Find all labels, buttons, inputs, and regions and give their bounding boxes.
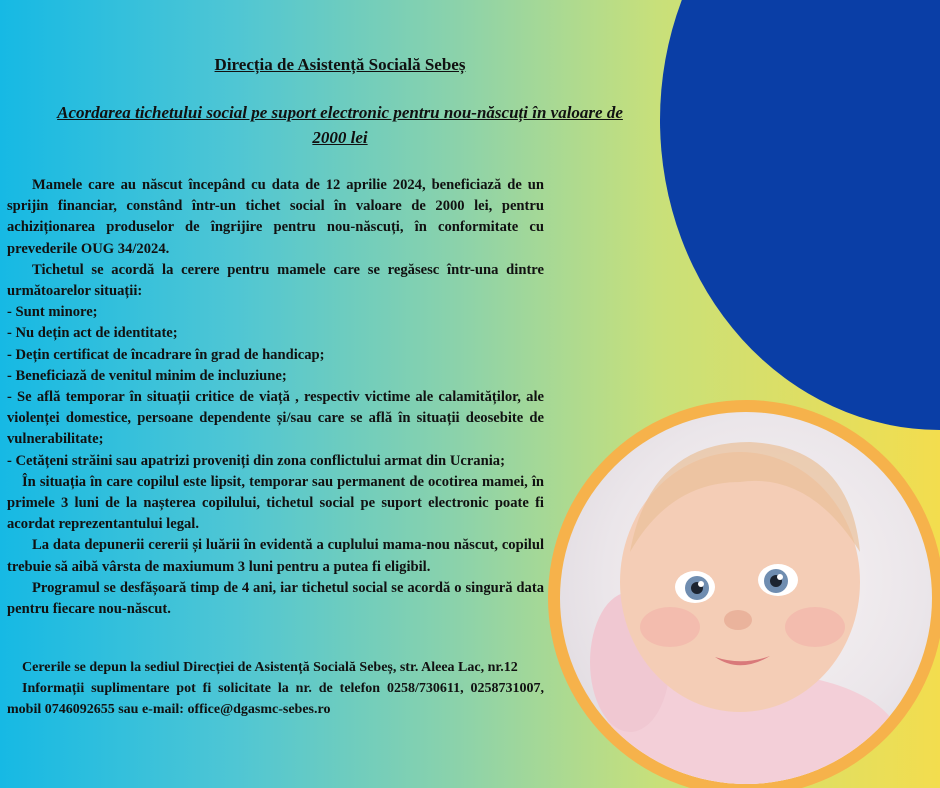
list-item: - Cetățeni străini sau apatrizi proveniți din zona conflictului armat din Ucrania; xyxy=(7,452,505,469)
list-item: - Nu dețin act de identitate; xyxy=(7,325,178,342)
paragraph-legal-representative: În situația în care copilul este lipsit, temporar sau permanent de ocotirea mamei, în primele 3 luni de la nașterea copilului, tichetul social pe suport electronic poate fi acordat reprezentantului legal. xyxy=(7,473,544,533)
page-subtitle: Acordarea tichetului social pe suport electronic pentru nou-născuți în valoare de 2000 lei xyxy=(57,103,623,147)
baby-illustration xyxy=(560,412,932,784)
paragraph-eligibility: La data depunerii cererii și luării în evidentă a cuplului mama-nou născut, copilul trebuie să aibă vârsta de maxiumum 3 luni pentru a putea fi eligibil. xyxy=(7,537,544,575)
paragraph-intro: Mamele care au născut începând cu data de 12 aprilie 2024, beneficiază de un sprijin financiar, constând într-un tichet social în valoare de 2000 lei, pentru achiziționarea produselor de îngrijire pentru nou-născuți, în conformitate cu prevederile OUG 34/2024. xyxy=(7,177,544,257)
blue-circle-decoration xyxy=(660,0,940,430)
list-item: - Dețin certificat de încadrare în grad de handicap; xyxy=(7,346,325,363)
contact-address: Cererile se depun la sediul Direcției de Asistență Socială Sebeș, str. Aleea Lac, nr.12 xyxy=(22,660,518,675)
baby-photo xyxy=(560,412,932,784)
list-item: - Beneficiază de venitul minim de incluziune; xyxy=(7,367,287,384)
list-item: - Sunt minore; xyxy=(7,304,98,321)
body-text xyxy=(7,175,544,620)
list-item: - Se află temporar în situații critice de viață , respectiv victime ale calamităților, ale violenței domestice, persoane dependente și/sau care se află în situații deosebite de vulnerabilitate; xyxy=(7,389,544,448)
paragraph-conditions: Tichetul se acordă la cerere pentru mamele care se regăsesc într-una dintre următoarelor situații: xyxy=(7,261,544,300)
contact-info xyxy=(7,657,544,720)
contact-phone-email: Informații suplimentare pot fi solicitate la nr. de telefon 0258/730611, 0258731007, mobil 0746092655 sau e-mail: office@dgasmc-sebes.ro xyxy=(7,681,544,717)
paragraph-program-duration: Programul se desfășoară timp de 4 ani, iar tichetul social se acordă o singură data pentru fiecare nou-născut. xyxy=(7,579,544,618)
page-title: Direcția de Asistență Socială Sebeș xyxy=(214,55,466,74)
